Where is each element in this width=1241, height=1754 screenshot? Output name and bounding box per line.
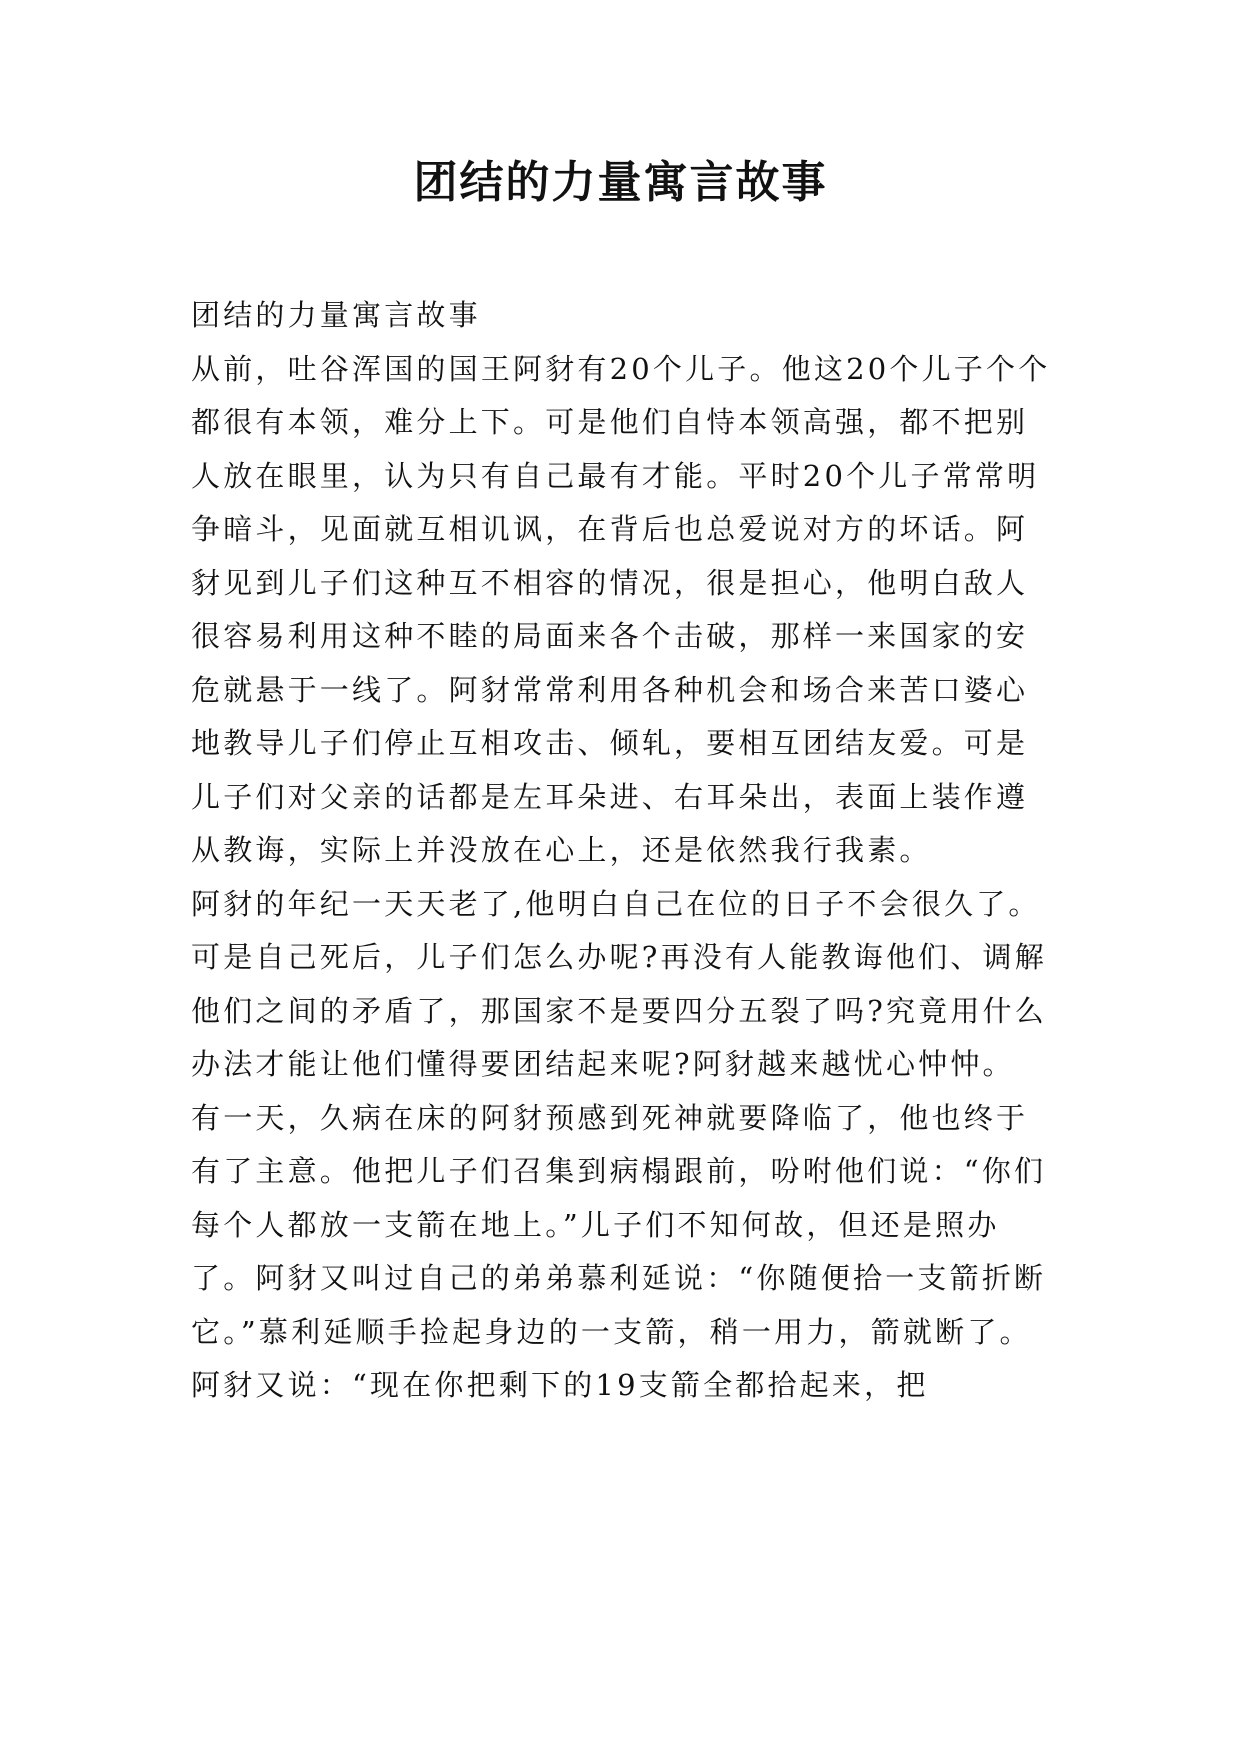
document-body: [191, 289, 1051, 1413]
body-paragraph: 有一天，久病在床的阿豺预感到死神就要降临了，他也终于有了主意。他把儿子们召集到病榻跟前，吩咐他们说：“你们每个人都放一支箭在地上。”儿子们不知何故，但还是照办了。阿豺又叫过自己的弟弟慕利延说：“你随便拾一支箭折断它。”慕利延顺手捡起身边的一支箭，稍一用力，箭就断了。阿豺又说：“现在你把剩下的19支箭全都拾起来，把: [191, 1100, 1047, 1402]
body-paragraph: 阿豺的年纪一天天老了,他明白自己在位的日子不会很久了。可是自己死后，儿子们怎么办呢?再没有人能教诲他们、调解他们之间的矛盾了，那国家不是要四分五裂了吗?究竟用什么办法才能让他们懂得要团结起来呢?阿豺越来越忧心忡忡。: [191, 886, 1047, 1081]
document-title: 团结的力量寓言故事: [413, 157, 828, 208]
body-paragraph: 从前，吐谷浑国的国王阿豺有20个儿子。他这20个儿子个个都很有本领，难分上下。可是他们自恃本领高强，都不把别人放在眼里，认为只有自己最有才能。平时20个儿子常常明争暗斗，见面就互相讥讽，在背后也总爱说对方的坏话。阿豺见到儿子们这种互不相容的情况，很是担心，他明白敌人很容易利用这种不睦的局面来各个击破，那样一来国家的安危就悬于一线了。阿豺常常利用各种机会和场合来苦口婆心地教导儿子们停止互相攻击、倾轧，要相互团结友爱。可是儿子们对父亲的话都是左耳朵进、右耳朵出，表面上装作遵从教诲，实际上并没放在心上，还是依然我行我素。: [191, 351, 1051, 867]
body-paragraph-heading: 团结的力量寓言故事: [191, 298, 481, 332]
